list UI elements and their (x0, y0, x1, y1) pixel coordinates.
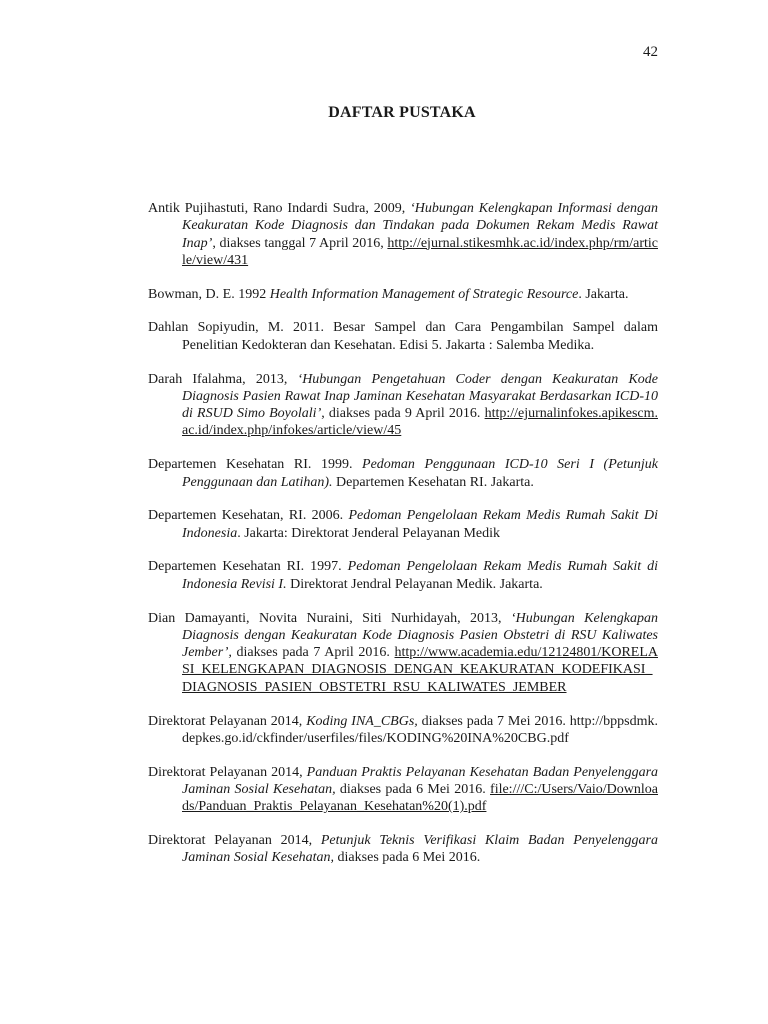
reference-access-text: diakses pada 7 Mei 2016. (417, 713, 570, 729)
reference-author-text: Direktorat Pelayanan 2014, (148, 713, 307, 729)
reference-link[interactable]: http://www.academia.edu/12124801/KORELASI_KELENGKAPAN_DIAGNOSIS_DENGAN_KEAKURATAN_KODEFIKASI_DIAGNOSIS_PASIEN_OBSTETRI_RSU_KALIWATES_JEMBER (182, 645, 658, 695)
reference-access-text: . Jakarta. (578, 286, 629, 302)
reference-plain-url: http://bppsdmk.depkes.go.id/ckfinder/userfiles/files/KODING%20INA%20CBG.pdf (182, 713, 659, 746)
reference-item (148, 507, 658, 542)
reference-item (148, 456, 658, 491)
reference-title: ‘Hubungan Kelengkapan Informasi dengan Keakuratan Kode Diagnosis dan Tindakan pada Dokumen Rekam Medis Rawat Inap’ (182, 201, 658, 251)
reference-item (148, 832, 658, 867)
reference-author-text: Darah Ifalahma, 2013, (148, 371, 298, 387)
reference-access-text: , diakses tanggal 7 April 2016, (212, 235, 388, 251)
reference-author-text: Dian Damayanti, Novita Nuraini, Siti Nurhidayah, 2013, (148, 610, 511, 626)
reference-access-text: . Jakarta: Direktorat Jenderal Pelayanan Medik (237, 525, 501, 541)
reference-title: Pedoman Pengelolaan Rekam Medis Rumah Sakit di Indonesia Revisi I. (182, 559, 659, 592)
reference-title: Petunjuk Teknis Verifikasi Klaim Badan Penyelenggara Jaminan Sosial Kesehatan, (182, 833, 658, 866)
page-number: 42 (643, 44, 658, 60)
reference-title: Health Information Management of Strategic Resource (269, 286, 579, 302)
reference-item (148, 200, 658, 269)
reference-item (148, 713, 658, 748)
reference-access-text: Departemen Kesehatan RI. Jakarta. (332, 474, 534, 490)
reference-title: Pedoman Pengelolaan Rekam Medis Rumah Sakit Di Indonesia (182, 508, 659, 541)
reference-title: Koding INA_CBGs, (306, 713, 418, 729)
reference-item (148, 610, 658, 696)
reference-title: ‘Hubungan Pengetahuan Coder dengan Keakuratan Kode Diagnosis Pasien Rawat Inap Jaminan Kesehatan Masyarakat Berdasarkan ICD-10 di RSUD Simo Boyolali’ (182, 371, 658, 422)
reference-item (148, 319, 658, 354)
page-title: DAFTAR PUSTAKA (328, 104, 476, 121)
reference-item (148, 764, 658, 816)
reference-access-text: diakses pada 6 Mei 2016. (334, 850, 481, 866)
reference-item (148, 286, 658, 303)
reference-author-text: Dahlan Sopiyudin, M. 2011. Besar Sampel dan Cara Pengambilan Sampel dalam Penelitian Kedokteran dan Kesehatan. Edisi 5. Jakarta : Salemba Medika. (148, 320, 658, 353)
reference-link[interactable]: http://ejurnal.stikesmhk.ac.id/index.php/rm/article/view/431 (182, 235, 658, 268)
reference-title: ‘Hubungan Kelengkapan Diagnosis dengan Keakuratan Kode Diagnosis Pasien Obstetri di RSU Kaliwates Jember’, (182, 610, 658, 661)
reference-title: Pedoman Penggunaan ICD-10 Seri I (Petunjuk Penggunaan dan Latihan). (182, 457, 658, 490)
reference-title: Panduan Praktis Pelayanan Kesehatan Badan Penyelenggara Jaminan Sosial Kesehatan, (182, 764, 659, 797)
reference-item (148, 371, 658, 440)
reference-access-text: diakses pada 6 Mei 2016. (335, 781, 491, 797)
reference-access-text: diakses pada 7 April 2016. (231, 645, 395, 661)
reference-author-text: Departemen Kesehatan RI. 1997. (148, 559, 348, 575)
reference-author-text: Direktorat Pelayanan 2014, (148, 833, 321, 849)
reference-list (148, 186, 658, 883)
reference-author-text: Bowman, D. E. 1992 (148, 286, 270, 302)
reference-item (148, 558, 658, 593)
reference-access-text: Direktorat Jendral Pelayanan Medik. Jakarta. (286, 576, 543, 592)
reference-author-text: Departemen Kesehatan RI. 1999. (148, 457, 363, 473)
reference-author-text: Departemen Kesehatan, RI. 2006. (148, 508, 349, 524)
reference-author-text: Antik Pujihastuti, Rano Indardi Sudra, 2009, (148, 201, 411, 216)
reference-link[interactable]: http://ejurnalinfokes.apikescm.ac.id/index.php/infokes/article/view/45 (182, 406, 658, 439)
reference-author-text: Direktorat Pelayanan 2014, (148, 764, 307, 780)
reference-link[interactable]: file:///C:/Users/Vaio/Downloads/Panduan_Praktis_Pelayanan_Kesehatan%20(1).pdf (182, 781, 659, 815)
reference-access-text: , diakses pada 9 April 2016. (321, 406, 485, 422)
